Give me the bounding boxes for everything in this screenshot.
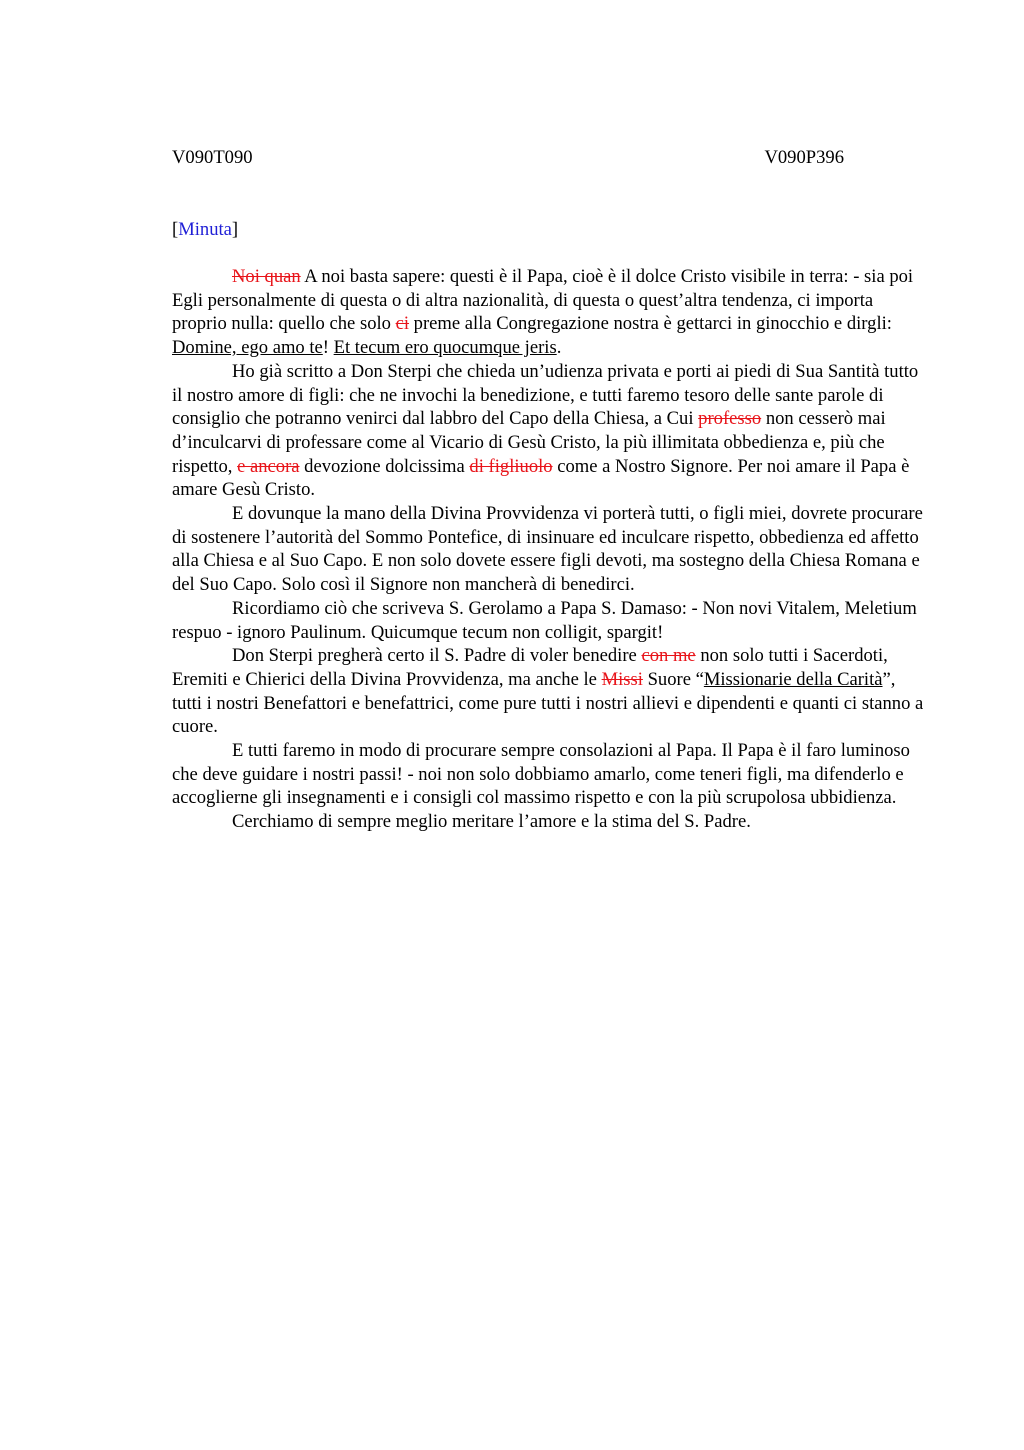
- paragraph-text: Cerchiamo di sempre meglio meritare l’amore e la stima del S. Padre.: [232, 811, 751, 833]
- paragraph-text: non cesserò mai d’inculcarvi di professare come al Vicario di Gesù Cristo, la più illimitata obbedienza e, più che rispetto,: [172, 408, 886, 477]
- paragraph-text: non solo tutti i Sacerdoti, Eremiti e Chierici della Divina Provvidenza, ma anche le: [172, 645, 888, 690]
- paragraph-text: !: [322, 337, 334, 359]
- paragraph-6: [172, 739, 924, 810]
- tag-label: Minuta: [178, 219, 232, 240]
- paragraph-text: preme alla Congregazione nostra è gettarci in ginocchio e dirgli:: [409, 313, 892, 335]
- paragraph-text: devozione dolcissima: [299, 455, 470, 477]
- paragraph-3: [172, 502, 924, 597]
- paragraph-text: Suore “: [642, 668, 704, 690]
- deleted-text: ci: [395, 313, 410, 335]
- paragraph-text: .: [556, 337, 562, 359]
- deleted-text: e ancora: [237, 455, 300, 477]
- page-header: [172, 147, 844, 171]
- underlined-text: Domine, ego amo te: [172, 337, 323, 359]
- document-code-right: V090P396: [764, 147, 844, 168]
- underlined-text: Et tecum ero quocumque jeris: [333, 337, 557, 359]
- paragraph-text: E tutti faremo in modo di procurare sempre consolazioni al Papa. Il Papa è il faro luminoso che deve guidare i nostri passi! - noi non solo dobbiamo amarlo, come teneri figli, ma difenderlo e accoglierne gli insegnamenti e i consigli col massimo rispetto e con la più scrupolosa ubbidienza.: [172, 740, 910, 809]
- paragraph-text: come a Nostro Signore. Per noi amare il Papa è amare Gesù Cristo.: [172, 455, 910, 501]
- deleted-text: Missi: [601, 668, 643, 690]
- document-code-left: V090T090: [172, 147, 253, 168]
- paragraph-4: [172, 597, 924, 644]
- paragraph-text: E dovunque la mano della Divina Provvidenza vi porterà tutti, o figli miei, dovrete procurare di sostenere l’autorità del Sommo Pontefice, di insinuare ed inculcare rispetto, obbedienza ed affetto alla Chiesa e al Suo Capo. E non solo dovete essere figli devoti, ma sostegno della Chiesa Romana e del Suo Capo. Solo così il Signore non mancherà di benedirci.: [172, 503, 923, 596]
- paragraph-2: [172, 360, 924, 502]
- tag-open-bracket: [: [172, 219, 179, 240]
- deleted-text: professo: [698, 408, 762, 430]
- paragraph-text: A noi basta sapere: questi è il Papa, cioè è il dolce Cristo visibile in terra: - sia poi Egli personalmente di questa o di altra nazionalità, di questa o quest’altra tendenza, ci importa proprio nulla: quello che solo: [172, 266, 914, 335]
- paragraph-7: [172, 810, 924, 834]
- deleted-text: con me: [641, 645, 696, 667]
- letter-body: [172, 265, 924, 834]
- paragraph-text: Ho già scritto a Don Sterpi che chieda un’udienza privata e porti ai piedi di Sua Santità tutto il nostro amore di figli: che ne invochi la benedizione, e tutti faremo tesoro delle sante parole di consiglio che potranno venirci dal labbro del Capo della Chiesa, a Cui: [172, 360, 919, 430]
- deleted-text: di figliuolo: [469, 455, 553, 477]
- paragraph-text: Ricordiamo ciò che scriveva S. Gerolamo a Papa S. Damaso: - Non novi Vitalem, Meletium respuo - ignoro Paulinum. Quicumque tecum non colligit, spargit!: [172, 597, 917, 643]
- paragraph-text: ”, tutti i nostri Benefattori e benefattrici, come pure tutti i nostri allievi e dipendenti e quanti ci stanno a cuore.: [172, 668, 924, 738]
- underlined-text: Missionarie della Carità: [703, 668, 883, 690]
- paragraph-5: [172, 644, 924, 739]
- draft-tag: [172, 219, 238, 241]
- deleted-text: Noi quan: [232, 266, 301, 287]
- paragraph-1: [172, 265, 924, 360]
- paragraph-text: Don Sterpi pregherà certo il S. Padre di voler benedire: [232, 645, 642, 667]
- tag-close-bracket: ]: [231, 219, 239, 240]
